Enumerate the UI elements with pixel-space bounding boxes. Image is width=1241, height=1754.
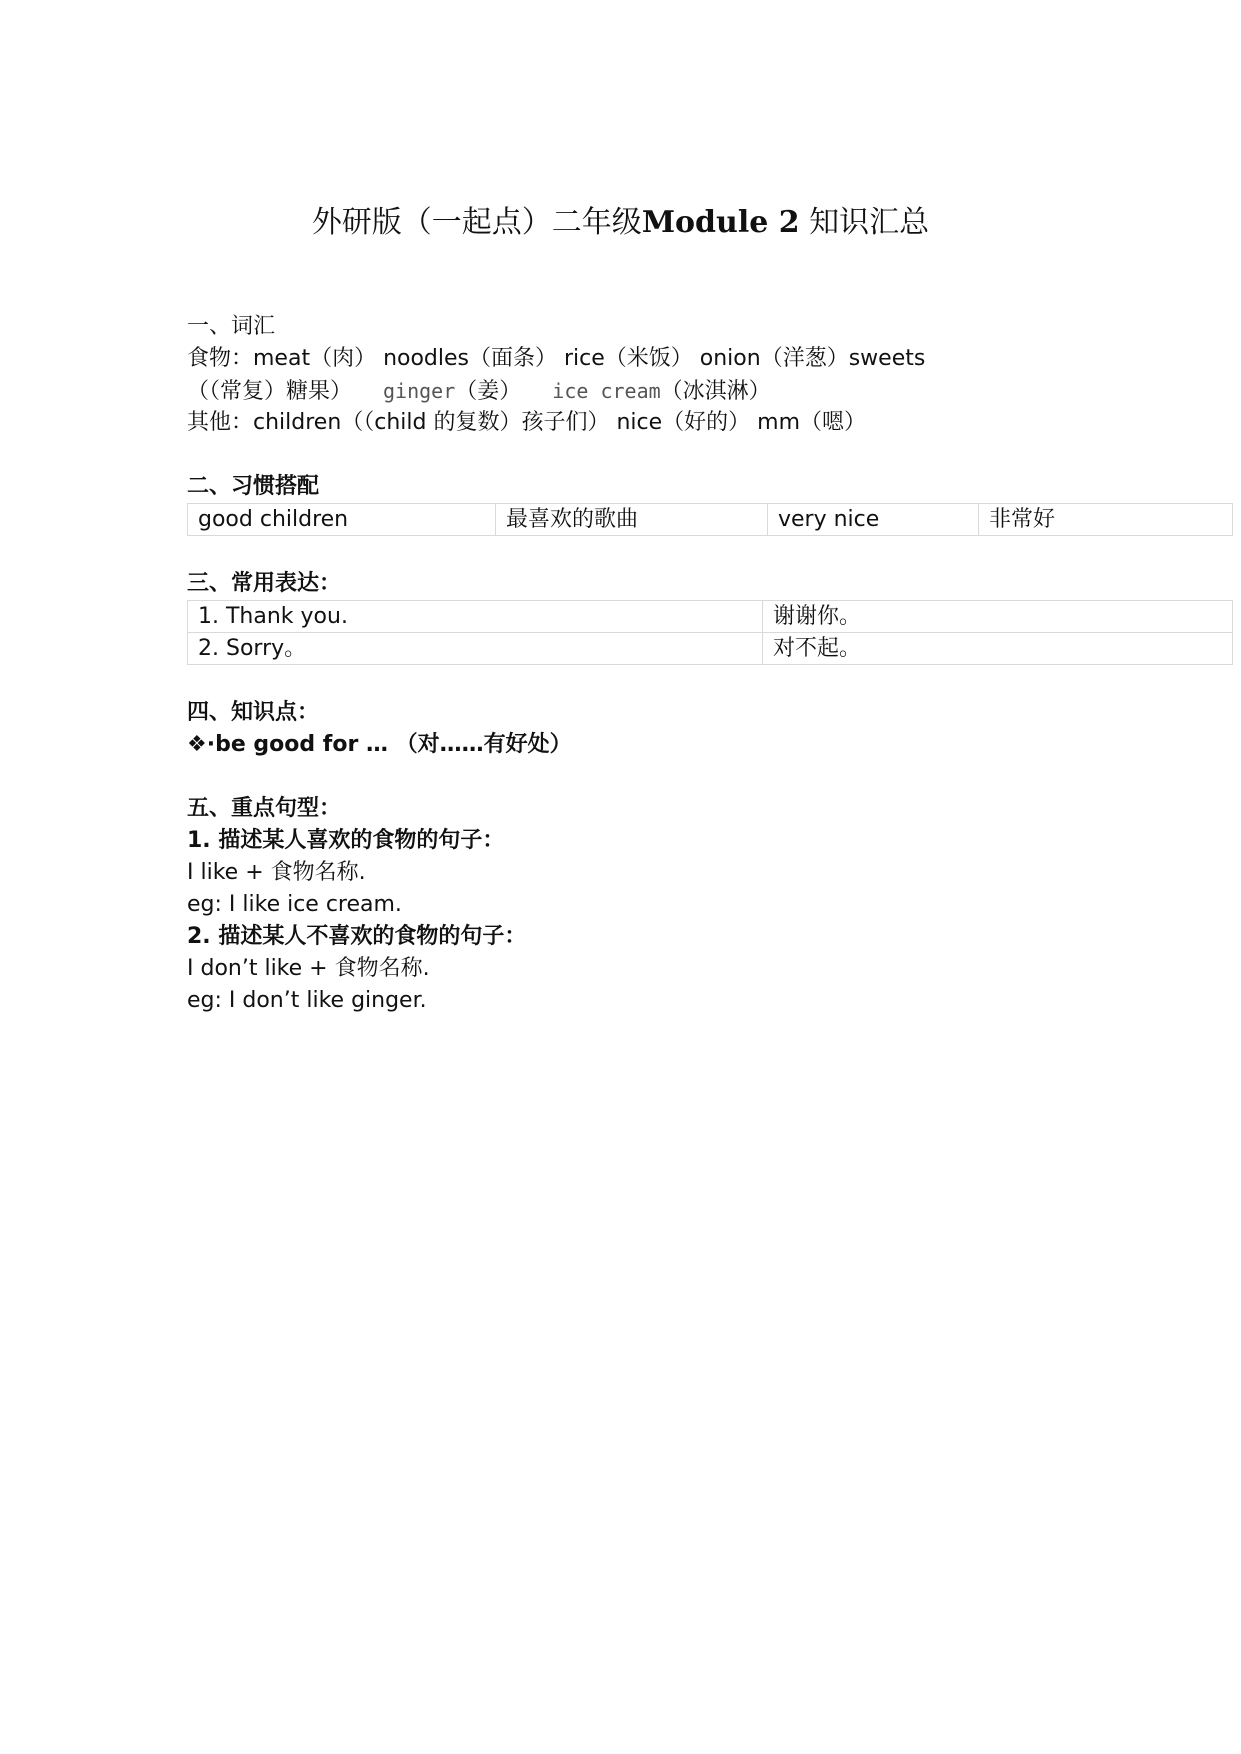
spacer xyxy=(187,761,1232,793)
expressions-heading: 三、常用表达： xyxy=(187,571,342,596)
title-prefix: 外研版（一起点）二年级 xyxy=(311,205,642,241)
spacer xyxy=(187,439,1232,471)
document-body xyxy=(187,311,1232,1017)
vocab-ice-cream-cn: （冰淇淋） xyxy=(660,379,771,404)
sentence-1-example: eg: I like ice cream. xyxy=(187,892,402,917)
sentence-2-example: eg: I don’t like ginger. xyxy=(187,988,427,1013)
sentence-1-title: 1. 描述某人喜欢的食物的句子： xyxy=(187,828,505,853)
knowledge-heading: 四、知识点： xyxy=(187,700,320,725)
sentence-1-pattern: I like + 食物名称. xyxy=(187,860,366,885)
table-row xyxy=(188,633,1233,665)
vocab-food-line-continued xyxy=(187,375,1232,407)
table-cell: 对不起。 xyxy=(763,633,1233,665)
sentences-heading: 五、重点句型： xyxy=(187,796,342,821)
sweets-meaning: （（常复）糖果） xyxy=(187,379,353,404)
table-cell: 1. Thank you. xyxy=(188,601,763,633)
knowledge-point: ❖·be good for … （对……有好处） xyxy=(187,732,572,757)
table-cell: 谢谢你。 xyxy=(763,601,1233,633)
spacer xyxy=(187,536,1232,568)
sentence-2-pattern: I don’t like + 食物名称. xyxy=(187,956,430,981)
page-title xyxy=(0,203,1241,243)
table-cell: very nice xyxy=(768,504,979,536)
title-module: Module 2 xyxy=(641,205,800,241)
spacer xyxy=(187,665,1232,697)
collocations-heading: 二、习惯搭配 xyxy=(187,474,320,499)
table-cell: good children xyxy=(188,504,496,536)
expressions-table xyxy=(187,600,1233,665)
table-row xyxy=(188,504,1233,536)
title-suffix: 知识汇总 xyxy=(799,205,930,241)
table-row xyxy=(188,601,1233,633)
sentence-2-title: 2. 描述某人不喜欢的食物的句子： xyxy=(187,924,527,949)
table-cell: 非常好 xyxy=(979,504,1233,536)
vocab-heading: 一、词汇 xyxy=(187,314,276,339)
vocab-ice-cream: ice cream xyxy=(552,379,661,403)
collocations-table xyxy=(187,503,1233,536)
vocab-ginger: ginger xyxy=(383,379,456,403)
table-cell: 2. Sorry。 xyxy=(188,633,763,665)
vocab-ginger-cn: （姜） xyxy=(455,379,522,404)
table-cell: 最喜欢的歌曲 xyxy=(496,504,768,536)
vocab-others-line: 其他：children（（child 的复数）孩子们） nice（好的） mm（嗯） xyxy=(187,410,867,435)
vocab-food-line: 食物：meat（肉） noodles（面条） rice（米饭） onion（洋葱）sweets xyxy=(187,346,926,371)
